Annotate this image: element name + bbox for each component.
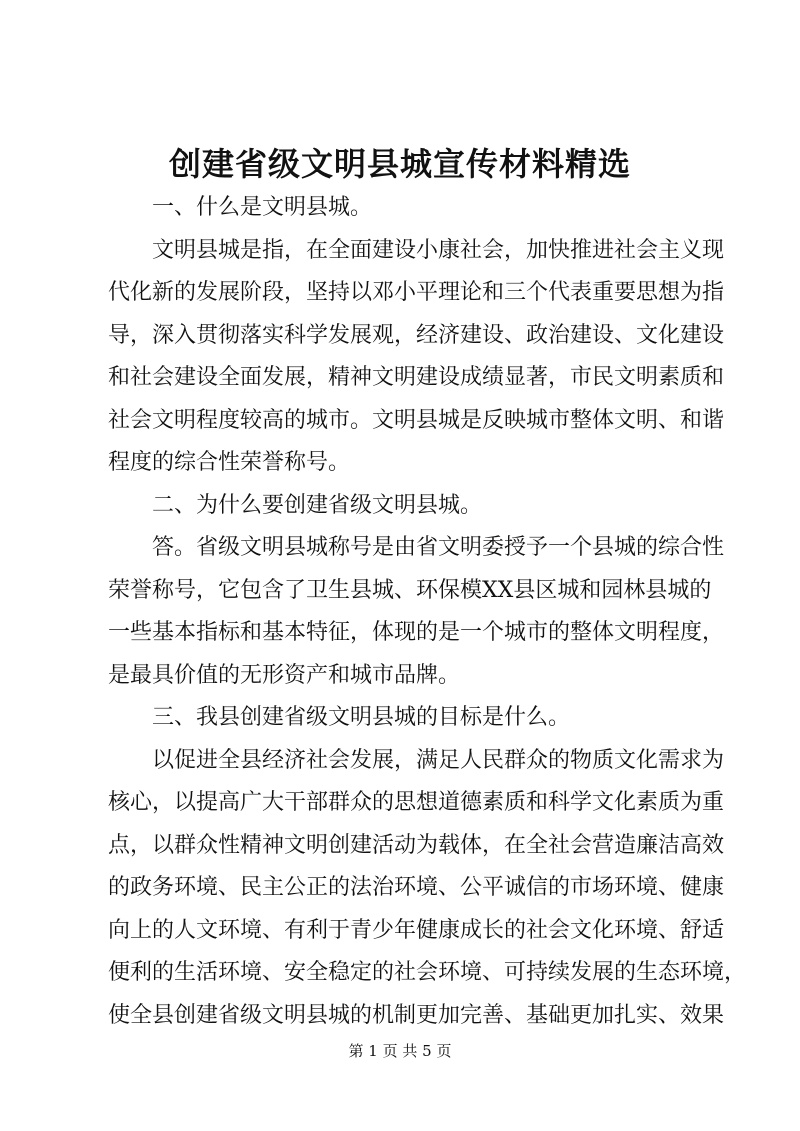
paragraph-line: 核心，以提高广大干部群众的思想道德素质和科学文化素质为重 (108, 790, 725, 815)
paragraph-line: 荣誉称号，它包含了卫生县城、环保模XX县区城和园林县城的 (108, 577, 712, 603)
page-number-footer: 第 1 页 共 5 页 (348, 1042, 452, 1060)
paragraph-line: 一些基本指标和基本特征，体现的是一个城市的整体文明程度， (108, 620, 725, 645)
section-heading: 三、我县创建省级文明县城的目标是什么。 (152, 705, 571, 730)
section-heading: 二、为什么要创建省级文明县城。 (152, 492, 483, 518)
paragraph-line: 点，以群众性精神文明创建活动为载体，在全社会营造廉洁高效 (108, 832, 725, 858)
section-heading: 一、什么是文明县城。 (152, 195, 373, 220)
paragraph-line: 向上的人文环境、有利于青少年健康成长的社会文化环境、舒适 (108, 917, 725, 943)
paragraph-line: 社会文明程度较高的城市。文明县城是反映城市整体文明、和谐 (108, 407, 725, 433)
paragraph-line: 文明县城是指，在全面建设小康社会，加快推进社会主义现 (152, 237, 725, 263)
paragraph-line: 以促进全县经济社会发展，满足人民群众的物质文化需求为 (152, 747, 725, 773)
paragraph-line: 便利的生活环境、安全稳定的社会环境、可持续发展的生态环境， (108, 960, 747, 985)
document-title: 创建省级文明县城宣传材料精选 (168, 145, 631, 183)
paragraph-line: 答。省级文明县城称号是由省文明委授予一个县城的综合性 (152, 535, 725, 560)
paragraph-line: 使全县创建省级文明县城的机制更加完善、基础更加扎实、效果 (108, 1002, 725, 1028)
paragraph-line: 是最具价值的无形资产和城市品牌。 (108, 662, 461, 688)
paragraph-line: 和社会建设全面发展，精神文明建设成绩显著，市民文明素质和 (108, 365, 725, 390)
paragraph-line: 的政务环境、民主公正的法治环境、公平诚信的市场环境、健康 (108, 875, 725, 900)
paragraph-line: 程度的综合性荣誉称号。 (108, 450, 351, 475)
paragraph-line: 代化新的发展阶段，坚持以邓小平理论和三个代表重要思想为指 (108, 280, 725, 305)
paragraph-line: 导，深入贯彻落实科学发展观，经济建设、政治建设、文化建设 (108, 322, 725, 348)
